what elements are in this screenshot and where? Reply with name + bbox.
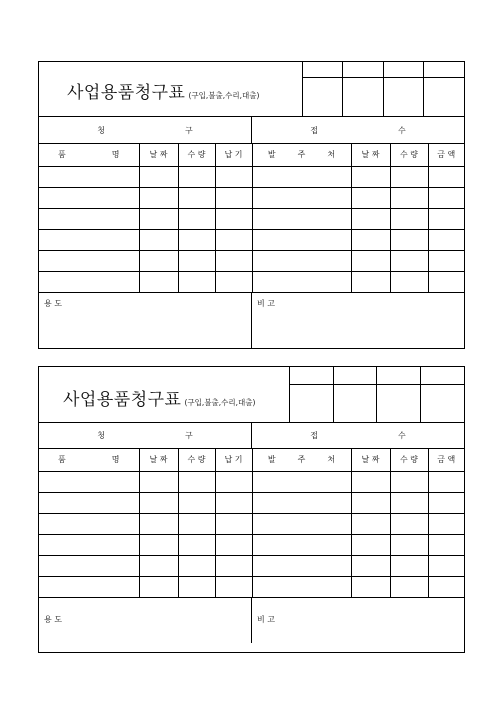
cell[interactable] — [252, 513, 351, 534]
cell[interactable] — [139, 555, 178, 576]
cell[interactable] — [215, 576, 252, 597]
cell[interactable] — [139, 513, 178, 534]
section-request: 청 구 — [39, 117, 252, 143]
cell[interactable] — [215, 534, 252, 555]
cell[interactable] — [215, 229, 252, 250]
cell[interactable] — [390, 229, 428, 250]
form-title — [67, 78, 259, 103]
cell[interactable] — [252, 471, 351, 492]
form-header — [39, 62, 464, 117]
table-header-row — [39, 449, 464, 471]
cell[interactable] — [252, 555, 351, 576]
cell[interactable] — [139, 208, 178, 229]
items-table — [39, 449, 464, 598]
title-main: 사업용품청구표 — [63, 390, 182, 410]
approval-cell[interactable] — [421, 367, 465, 385]
cell[interactable] — [351, 471, 390, 492]
cell[interactable] — [39, 534, 139, 555]
cell[interactable] — [139, 271, 178, 292]
cell[interactable] — [178, 187, 215, 208]
purpose-field[interactable] — [39, 598, 252, 643]
cell[interactable] — [178, 471, 215, 492]
cell[interactable] — [178, 271, 215, 292]
cell[interactable] — [351, 492, 390, 513]
table-row — [39, 555, 464, 576]
table-row — [39, 208, 464, 229]
table-row — [39, 250, 464, 271]
table-row — [39, 471, 464, 492]
cell[interactable] — [428, 250, 464, 271]
cell[interactable] — [390, 271, 428, 292]
cell[interactable] — [215, 271, 252, 292]
cell[interactable] — [428, 513, 464, 534]
form-footer — [39, 293, 464, 349]
approval-sign-cell[interactable] — [377, 385, 421, 422]
cell[interactable] — [390, 534, 428, 555]
cell[interactable] — [351, 229, 390, 250]
approval-sign-cell[interactable] — [343, 78, 383, 116]
cell[interactable] — [139, 229, 178, 250]
cell[interactable] — [351, 187, 390, 208]
form-title — [63, 385, 255, 410]
remarks-label: 비 고 — [257, 614, 275, 624]
cell[interactable] — [178, 166, 215, 187]
purpose-label: 용 도 — [44, 614, 62, 624]
approval-cell[interactable] — [384, 62, 424, 78]
cell[interactable] — [351, 534, 390, 555]
approval-sign-cell[interactable] — [421, 385, 465, 422]
title-subtitle: (구입,불출,수리,대출) — [184, 398, 256, 407]
cell[interactable] — [351, 250, 390, 271]
cell[interactable] — [351, 166, 390, 187]
cell[interactable] — [428, 229, 464, 250]
cell[interactable] — [39, 555, 139, 576]
cell[interactable] — [139, 471, 178, 492]
cell[interactable] — [252, 576, 351, 597]
table-row — [39, 492, 464, 513]
cell[interactable] — [351, 555, 390, 576]
cell[interactable] — [215, 208, 252, 229]
cell[interactable] — [252, 271, 351, 292]
cell[interactable] — [178, 513, 215, 534]
cell[interactable] — [215, 187, 252, 208]
table-row — [39, 576, 464, 597]
cell[interactable] — [390, 471, 428, 492]
cell[interactable] — [390, 513, 428, 534]
col-item-name: 품 명 — [39, 449, 139, 471]
col-supplier: 발 주 처 — [252, 449, 351, 471]
col-quantity: 수 량 — [390, 449, 428, 471]
cell[interactable] — [178, 555, 215, 576]
cell[interactable] — [215, 250, 252, 271]
remarks-field[interactable] — [252, 293, 464, 349]
cell[interactable] — [428, 555, 464, 576]
cell[interactable] — [39, 576, 139, 597]
col-quantity: 수 량 — [178, 449, 215, 471]
cell[interactable] — [428, 471, 464, 492]
cell[interactable] — [139, 187, 178, 208]
cell[interactable] — [390, 555, 428, 576]
cell[interactable] — [178, 229, 215, 250]
cell[interactable] — [351, 513, 390, 534]
cell[interactable] — [178, 208, 215, 229]
cell[interactable] — [252, 492, 351, 513]
cell[interactable] — [252, 208, 351, 229]
cell[interactable] — [252, 166, 351, 187]
table-row — [39, 271, 464, 292]
approval-sign-cell[interactable] — [334, 385, 378, 422]
form-footer — [39, 598, 464, 643]
cell[interactable] — [139, 576, 178, 597]
title-subtitle: (구입,불출,수리,대출) — [188, 91, 260, 100]
cell[interactable] — [215, 555, 252, 576]
cell[interactable] — [390, 208, 428, 229]
cell[interactable] — [252, 534, 351, 555]
approval-sign-cell[interactable] — [290, 385, 334, 422]
cell[interactable] — [252, 187, 351, 208]
approval-cell[interactable] — [303, 62, 343, 78]
cell[interactable] — [428, 187, 464, 208]
col-due-date: 납 기 — [215, 144, 252, 166]
approval-cell[interactable] — [343, 62, 383, 78]
cell[interactable] — [390, 166, 428, 187]
items-table — [39, 144, 464, 293]
cell[interactable] — [428, 576, 464, 597]
cell[interactable] — [39, 271, 139, 292]
cell[interactable] — [351, 208, 390, 229]
cell[interactable] — [390, 576, 428, 597]
cell[interactable] — [139, 166, 178, 187]
col-item-name: 품 명 — [39, 144, 139, 166]
cell[interactable] — [178, 492, 215, 513]
section-receipt: 접 수 — [310, 431, 406, 440]
approval-sign-cell[interactable] — [384, 78, 424, 116]
approval-box — [289, 367, 464, 422]
cell[interactable] — [178, 576, 215, 597]
section-header — [39, 423, 464, 449]
cell[interactable] — [139, 534, 178, 555]
col-supplier: 발 주 처 — [252, 144, 351, 166]
cell[interactable] — [139, 250, 178, 271]
approval-cell[interactable] — [290, 367, 334, 385]
col-quantity: 수 량 — [390, 144, 428, 166]
table-row — [39, 187, 464, 208]
purpose-label: 용 도 — [44, 298, 62, 308]
col-quantity: 수 량 — [178, 144, 215, 166]
cell[interactable] — [215, 513, 252, 534]
cell[interactable] — [390, 492, 428, 513]
section-receipt: 접 수 — [310, 125, 406, 135]
approval-cell[interactable] — [424, 62, 464, 78]
cell[interactable] — [252, 250, 351, 271]
title-main: 사업용품청구표 — [67, 83, 186, 103]
col-date: 날 짜 — [139, 449, 178, 471]
cell[interactable] — [39, 229, 139, 250]
table-row — [39, 534, 464, 555]
cell[interactable] — [428, 166, 464, 187]
cell[interactable] — [39, 513, 139, 534]
remarks-label: 비 고 — [257, 298, 275, 308]
purpose-field[interactable] — [39, 293, 252, 349]
cell[interactable] — [428, 492, 464, 513]
cell[interactable] — [178, 250, 215, 271]
cell[interactable] — [215, 471, 252, 492]
col-amount: 금 액 — [428, 144, 464, 166]
approval-cell[interactable] — [377, 367, 421, 385]
cell[interactable] — [428, 271, 464, 292]
col-amount: 금 액 — [428, 449, 464, 471]
cell[interactable] — [215, 492, 252, 513]
table-row — [39, 229, 464, 250]
col-date: 날 짜 — [351, 449, 390, 471]
approval-box — [302, 62, 464, 116]
requisition-form-2 — [38, 366, 465, 653]
approval-sign-cell[interactable] — [424, 78, 464, 116]
table-header-row — [39, 144, 464, 166]
section-header — [39, 117, 464, 144]
col-date: 날 짜 — [139, 144, 178, 166]
form-header — [39, 367, 464, 423]
cell[interactable] — [252, 229, 351, 250]
approval-sign-cell[interactable] — [303, 78, 343, 116]
cell[interactable] — [215, 166, 252, 187]
cell[interactable] — [351, 576, 390, 597]
requisition-form-1 — [38, 61, 465, 349]
cell[interactable] — [390, 187, 428, 208]
section-request: 청 구 — [39, 423, 252, 448]
cell[interactable] — [39, 492, 139, 513]
table-row — [39, 513, 464, 534]
remarks-field[interactable] — [252, 598, 464, 643]
cell[interactable] — [39, 187, 139, 208]
cell[interactable] — [428, 208, 464, 229]
cell[interactable] — [428, 534, 464, 555]
cell[interactable] — [39, 471, 139, 492]
cell[interactable] — [178, 534, 215, 555]
approval-cell[interactable] — [334, 367, 378, 385]
col-date: 날 짜 — [351, 144, 390, 166]
col-due-date: 납 기 — [215, 449, 252, 471]
cell[interactable] — [390, 250, 428, 271]
cell[interactable] — [39, 166, 139, 187]
table-row — [39, 166, 464, 187]
cell[interactable] — [39, 250, 139, 271]
cell[interactable] — [39, 208, 139, 229]
cell[interactable] — [139, 492, 178, 513]
cell[interactable] — [351, 271, 390, 292]
